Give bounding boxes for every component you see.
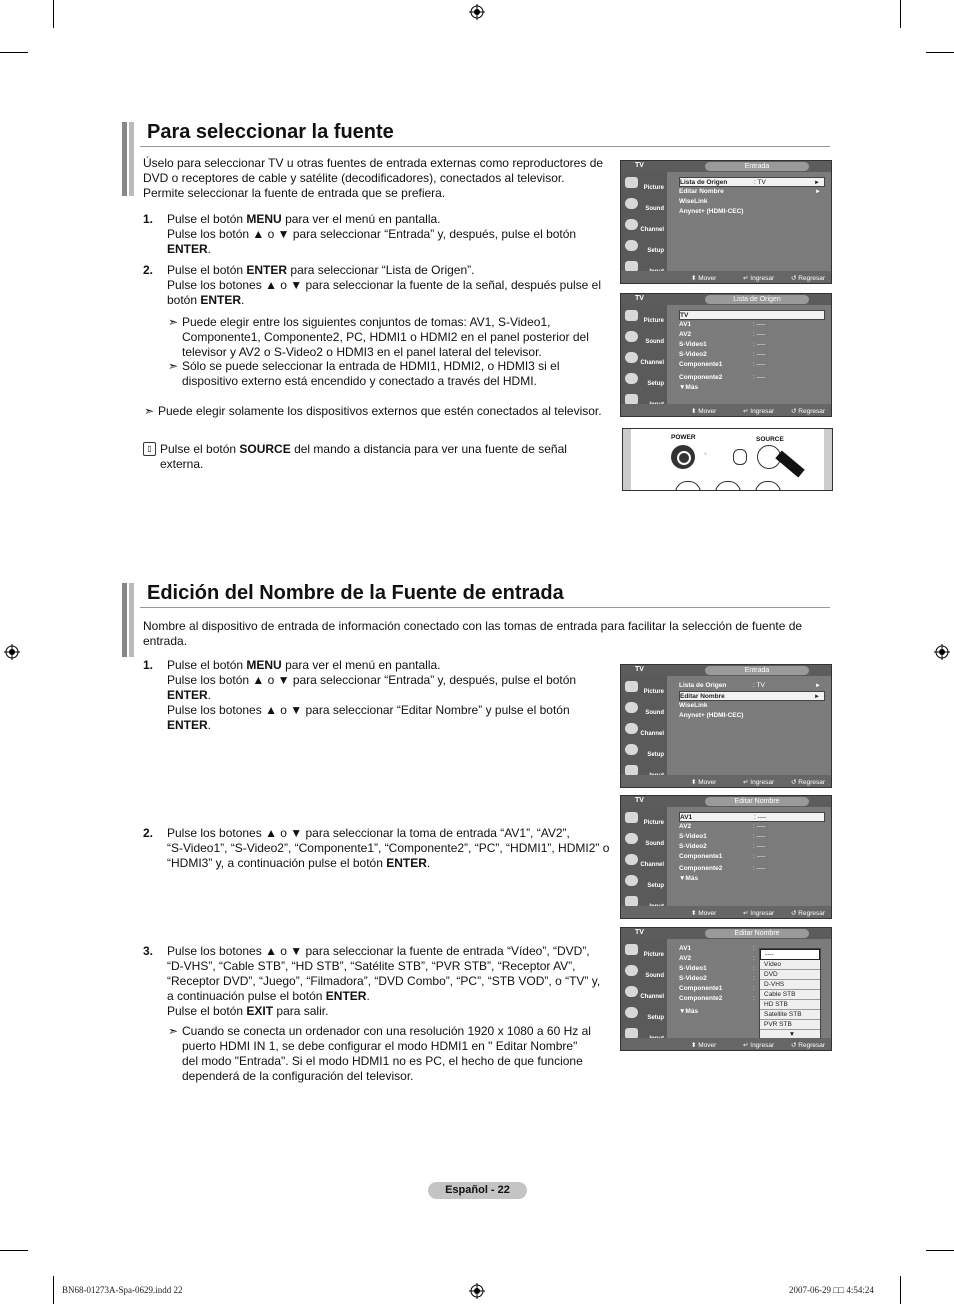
menu-row[interactable]: S-Video2 : — [679, 975, 755, 982]
menu-row[interactable]: AV2 : — [679, 955, 755, 962]
menu-row[interactable]: S-Video2 : ---- — [679, 351, 766, 358]
dropdown-option[interactable]: Vídeo — [760, 960, 820, 970]
menu-row[interactable]: AV2 : ---- — [679, 331, 766, 338]
bulb-icon — [733, 449, 747, 465]
date-slug: 2007-06-29 □□ 4:54:24 — [789, 1285, 874, 1295]
step-2: Pulse los botones ▲ o ▼ para seleccionar la toma de entrada “AV1”, “AV2”, “S-Video1”, “S-Video2”, “Componente1”, “Componente2”, “PC”, “HDMI1”, HDMI2” o “HDMI3” y, a continuación pulse el botón ENTER. — [167, 826, 610, 870]
note: ➣ Puede elegir solamente los dispositivos externos que estén conectados al televisor. — [144, 404, 602, 418]
step-3: Pulse los botones ▲ o ▼ para seleccionar la fuente de entrada “Vídeo”, “DVD”, “D-VHS”, “Cable STB”, “HD STB”, “Satélite STB”, “PVR STB”, “Receptor AV”, “Receptor DVD”, “Juego”, “Filmadora”, “DVD Combo”, “PC”, “STB VOD”, o “TV” y, a continuación pulse el botón ENTER. Pulse el botón EXIT para salir. — [167, 944, 601, 1018]
menu-row[interactable]: Componente2 : ---- — [679, 865, 766, 872]
remote-icon: ▯ — [143, 442, 156, 456]
menu-row[interactable]: Componente1 : — [679, 985, 755, 992]
section-bar — [122, 122, 136, 196]
step-number: 1. — [143, 658, 154, 672]
note: ➣ Puede elegir entre los siguientes conjuntos de tomas: AV1, S-Video1, Componente1, Componente2, PC, HDMI1 o HDMI2 en el panel posterior del televisor y AV2 o S-Video2 o HDMI3 en el panel lateral del televisor. — [168, 315, 589, 359]
step-1: Pulse el botón MENU para ver el menú en pantalla. Pulse los botón ▲ o ▼ para seleccionar “Entrada” y, después, pulse el botón ENTER. — [167, 212, 577, 256]
menu-row[interactable]: ▼Más — [679, 1008, 699, 1015]
crop-mark — [900, 1276, 901, 1304]
tv-menu-lista-origen: TV Lista de Origen Picture Sound Channel Setup TV AV1 : ---- AV2 : ---- S-Video1 : ---- S-Video2 : ---- Componente1 : ---- Componente2 : ---- ▼Más ⬍ Mover ↵ Ingresar ↺ Regresar — [620, 293, 832, 417]
remote-note: ▯ Pulse el botón SOURCE del mando a distancia para ver una fuente de señal externa. — [160, 442, 600, 472]
note: ➣ Cuando se conecta un ordenador con una resolución 1920 x 1080 a 60 Hz al puerto HDMI IN 1, se debe configurar el modo HDMI1 en " Editar Nombre" del modo "Entrada". Si el modo HDMI1 no es PC, el hecho de que funcione dependerá de la configuración del televisor. — [168, 1024, 591, 1083]
sound-icon — [625, 965, 638, 976]
setup-icon — [625, 744, 638, 755]
menu-row[interactable]: Anynet+ (HDMI-CEC) — [679, 712, 744, 719]
source-name-dropdown[interactable] — [759, 948, 821, 1040]
registration-mark-icon — [4, 644, 20, 660]
menu-row[interactable]: S-Video1 : — [679, 965, 755, 972]
registration-mark-icon — [469, 1283, 485, 1299]
section-title: Edición del Nombre de la Fuente de entrada — [147, 582, 564, 604]
crop-mark — [0, 52, 28, 53]
menu-row[interactable]: AV1 : — [679, 945, 755, 952]
menu-row[interactable]: AV2 : ---- — [679, 823, 766, 830]
sound-icon — [625, 331, 638, 342]
dropdown-option[interactable]: PVR STB — [760, 1020, 820, 1030]
step-number: 2. — [143, 826, 154, 840]
dropdown-option[interactable]: Satellite STB — [760, 1010, 820, 1020]
dropdown-option[interactable]: HD STB — [760, 1000, 820, 1010]
menu-title: Entrada — [705, 162, 809, 171]
note-arrow-icon: ➣ — [168, 315, 179, 329]
tv-menu-entrada: TV Entrada Picture Sound Channel Setup Lista de Origen : TV ► Editar Nombre ► WiseLink Anynet+ (HDMI-CEC) ⬍ Mover ↵ Ingresar ↺ Regresar — [620, 664, 832, 788]
registration-mark-icon — [934, 644, 950, 660]
picture-icon — [625, 681, 638, 692]
section-bar — [122, 583, 136, 657]
step-number: 2. — [143, 263, 154, 277]
menu-row[interactable]: Editar Nombre ► — [679, 188, 821, 195]
page-number: Español - 22 — [428, 1182, 527, 1199]
menu-row[interactable]: ▼Más — [679, 384, 699, 391]
registration-mark-icon — [469, 4, 485, 20]
menu-row[interactable]: Componente1 : ---- — [679, 361, 766, 368]
crop-mark — [0, 1250, 28, 1251]
setup-icon — [625, 240, 638, 251]
dots-icon: ⁘ — [703, 452, 709, 458]
menu-row[interactable]: Lista de Origen : TV ► — [679, 682, 821, 689]
crop-mark — [53, 1276, 54, 1304]
crop-mark — [53, 0, 54, 28]
channel-icon — [625, 219, 638, 230]
dropdown-option[interactable]: ---- — [760, 949, 820, 960]
picture-icon — [625, 944, 638, 955]
crop-mark — [900, 0, 901, 28]
channel-icon — [625, 723, 638, 734]
section-rule — [140, 146, 830, 147]
menu-row-selected[interactable]: Editar Nombre ► — [679, 691, 825, 701]
step-number: 3. — [143, 944, 154, 958]
channel-icon — [625, 352, 638, 363]
dropdown-option[interactable]: DVD — [760, 970, 820, 980]
tv-label: TV — [635, 162, 644, 169]
channel-icon — [625, 986, 638, 997]
menu-row[interactable]: WiseLink — [679, 198, 708, 205]
sound-icon — [625, 833, 638, 844]
menu-row[interactable]: Anynet+ (HDMI-CEC) — [679, 208, 744, 215]
picture-icon — [625, 812, 638, 823]
sound-icon — [625, 702, 638, 713]
tv-menu-editar-nombre-dropdown: TV Editar Nombre Picture Sound Channel Setup AV1 : AV2 : S-Video1 : S-Video2 : Componente1 : Componente2 : ▼Más ---- Vídeo DVD D-VHS Cable STB HD STB Satellite STB PVR STB ▼ ⬍ Mover ↵ Ingresar ↺ Regresar — [620, 927, 832, 1051]
scroll-down-icon[interactable]: ▼ — [788, 1031, 796, 1038]
menu-row[interactable]: WiseLink — [679, 702, 708, 709]
setup-icon — [625, 1007, 638, 1018]
power-button[interactable] — [671, 445, 695, 469]
setup-icon — [625, 875, 638, 886]
section-intro: Úselo para seleccionar TV u otras fuentes de entrada externas como reproductores de DVD o receptores de cable y satélite (decodificadores), conectados al televisor. Permite seleccionar la fuente de entrada que se prefiera. — [143, 156, 604, 200]
note-arrow-icon: ➣ — [168, 1024, 179, 1038]
tv-menu-editar-nombre: TV Editar Nombre Picture Sound Channel Setup AV1 : ---- AV2 : ---- S-Video1 : ---- S-Video2 : ---- Componente1 : ---- Componente2 : ---- ▼Más ⬍ Mover ↵ Ingresar ↺ Regresar — [620, 795, 832, 919]
section-rule — [140, 607, 830, 608]
menu-row[interactable]: S-Video2 : ---- — [679, 843, 766, 850]
step-1: Pulse el botón MENU para ver el menú en pantalla. Pulse los botón ▲ o ▼ para seleccionar “Entrada” y, después, pulse el botón ENTER. Pulse los botones ▲ o ▼ para seleccionar “Editar Nombre” y pulse el botón ENTER. — [167, 658, 577, 732]
menu-row[interactable]: Componente2 : — [679, 995, 755, 1002]
pointer-icon — [775, 451, 804, 478]
menu-row[interactable]: Componente1 : ---- — [679, 853, 766, 860]
step-2: Pulse el botón ENTER para seleccionar “Lista de Origen”. Pulse los botones ▲ o ▼ para seleccionar la fuente de la señal, después pulse el botón ENTER. — [167, 263, 602, 307]
note-arrow-icon: ➣ — [168, 359, 179, 373]
crop-mark — [926, 1250, 954, 1251]
remote-illustration — [622, 428, 833, 491]
dropdown-option[interactable]: D-VHS — [760, 980, 820, 990]
section-title: Para seleccionar la fuente — [147, 121, 394, 143]
section-intro: Nombre al dispositivo de entrada de información conectado con las tomas de entrada para facilitar la selección de fuente de entrada. — [143, 619, 803, 648]
menu-row-selected[interactable]: AV1 : ---- — [679, 812, 825, 822]
sound-icon — [625, 198, 638, 209]
crop-mark — [926, 52, 954, 53]
step-number: 1. — [143, 212, 154, 226]
source-label: SOURCE — [756, 436, 784, 443]
dropdown-option[interactable]: Cable STB — [760, 990, 820, 1000]
channel-icon — [625, 854, 638, 865]
picture-icon — [625, 310, 638, 321]
tv-menu-entrada: TV Entrada Picture Sound Channel Setup Lista de Origen : TV ► Editar Nombre ► WiseLink Anynet+ (HDMI-CEC) ⬍ Mover ↵ Ingresar ↺ Regresar — [620, 160, 832, 284]
menu-row[interactable]: S-Video1 : ---- — [679, 341, 766, 348]
menu-row[interactable]: Componente2 : ---- — [679, 374, 766, 381]
menu-row[interactable]: AV1 : ---- — [679, 321, 766, 328]
menu-row[interactable]: S-Video1 : ---- — [679, 833, 766, 840]
picture-icon — [625, 177, 638, 188]
file-slug: BN68-01273A-Spa-0629.indd 22 — [62, 1285, 183, 1295]
power-label: POWER — [671, 434, 696, 441]
menu-row[interactable]: ▼Más — [679, 875, 699, 882]
setup-icon — [625, 373, 638, 384]
menu-row-selected[interactable]: TV — [679, 310, 825, 320]
menu-row-selected[interactable]: Lista de Origen : TV ► — [679, 177, 825, 187]
note-arrow-icon: ➣ — [144, 404, 155, 418]
note: ➣ Sólo se puede seleccionar la entrada de HDMI1, HDMI2, o HDMI3 si el dispositivo externo está encendido y conectado a través del HDMI. — [168, 359, 560, 388]
